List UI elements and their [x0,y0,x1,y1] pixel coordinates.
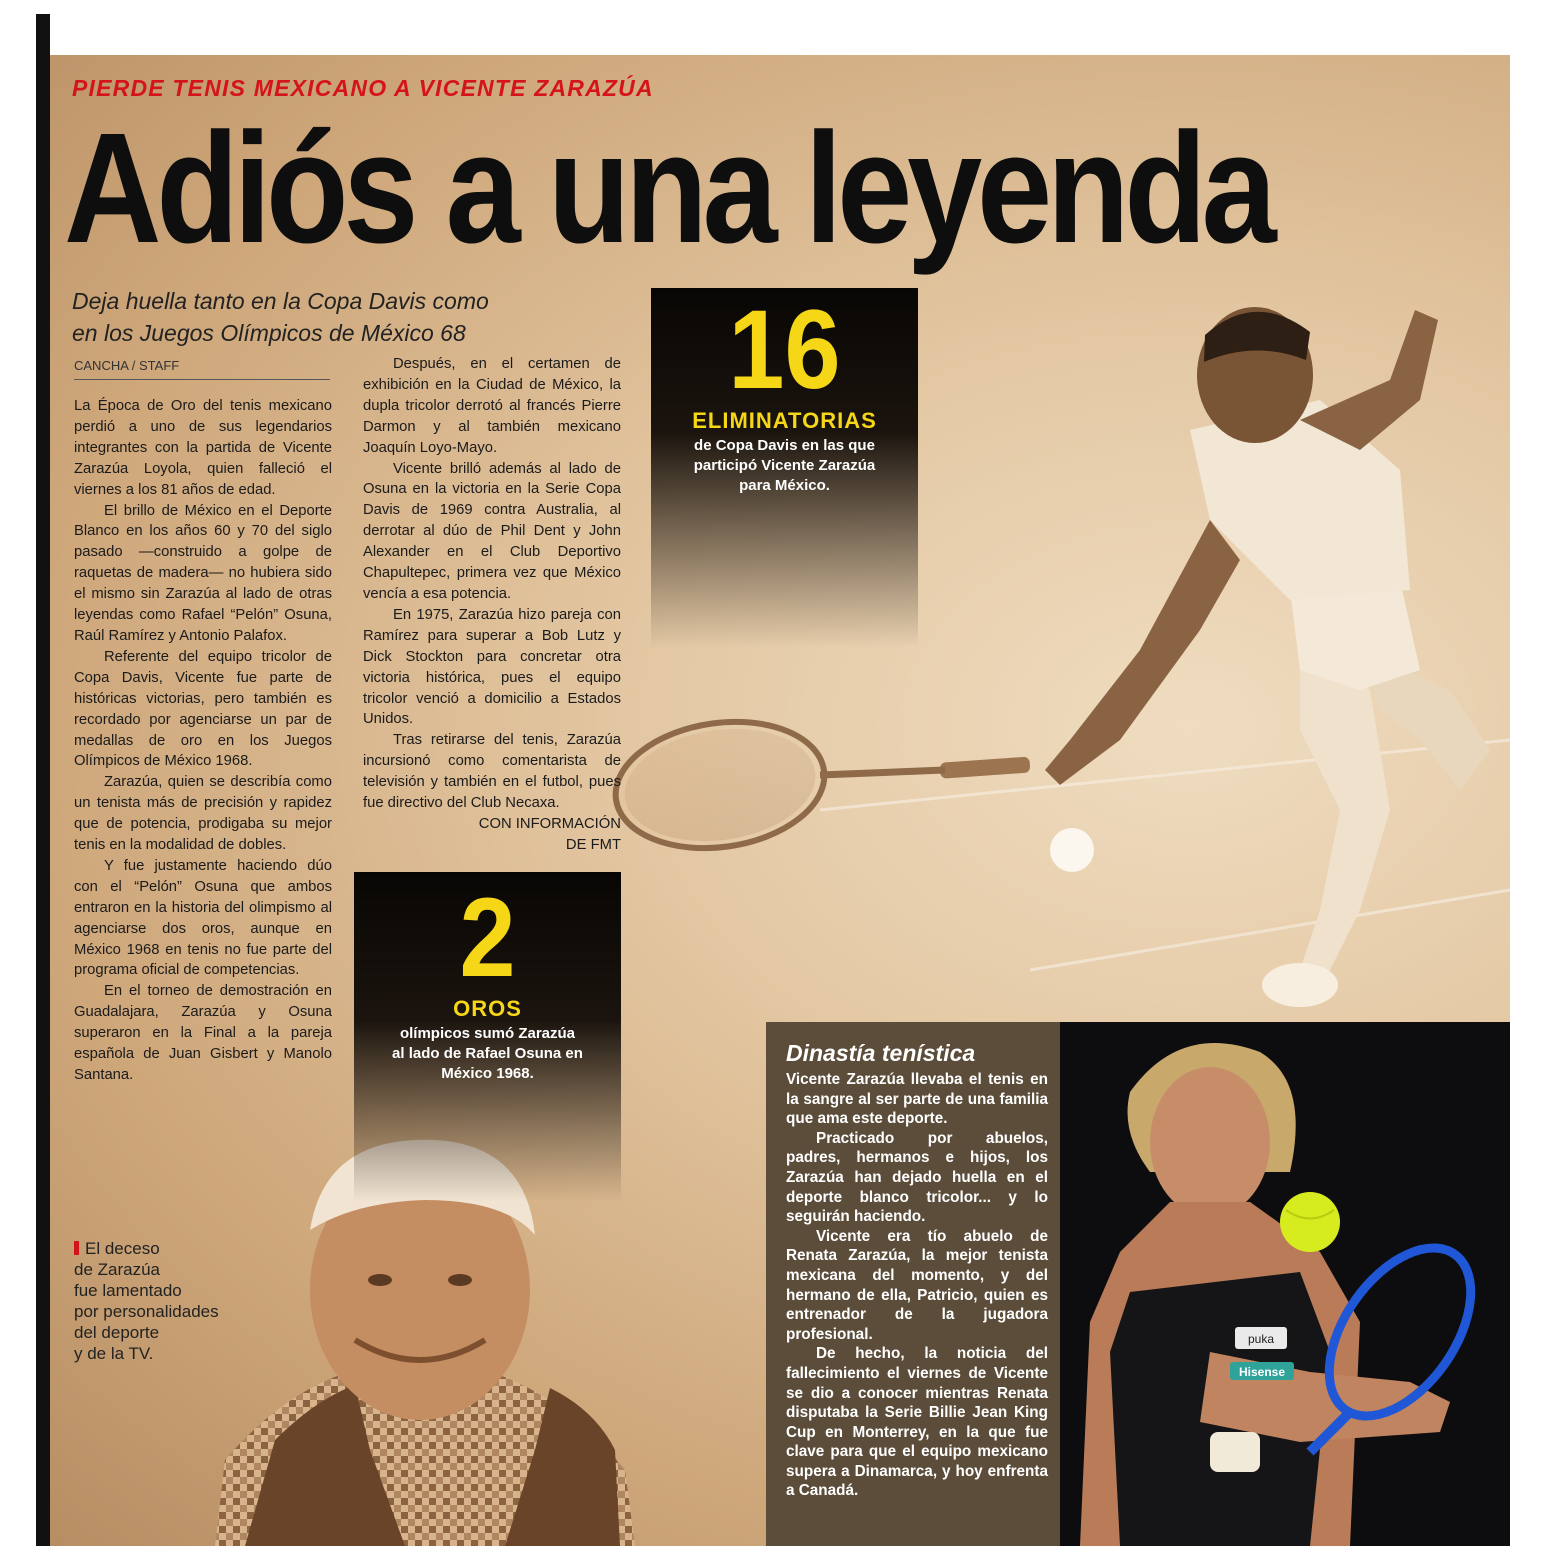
stat-number: 16 [728,287,841,412]
paragraph: En 1975, Zarazúa hizo pareja con Ramírez para superar a Bob Lutz y Dick Stockton para concretar otra victoria histórica, pues el equipo tricolor venció a domicilio a Estados Unidos. [363,606,621,728]
article-column-1 [74,396,332,1086]
stat-description-line: México 1968. [441,1065,534,1082]
caption-line: y de la TV. [74,1344,154,1363]
stat-label: OROS [453,996,522,1021]
logo-puka: puka [1247,1332,1275,1346]
deck [72,285,489,349]
stat-box-eliminatorias [651,288,918,648]
sidebar-title: Dinastía tenística [786,1040,976,1066]
paragraph: De hecho, la noticia del fallecimiento el viernes de Vicente se dio a conocer mientras Renata disputaba la Serie Billie Jean King Cup en Monterrey, en la que fue clave para que el equipo mexicano supera a Dinamarca, y hoy enfrenta a Canadá. [786,1345,1048,1500]
sidebar-body [786,1070,1048,1501]
caption-line: El deceso [85,1239,160,1258]
left-rule [36,14,50,1546]
paragraph: Vicente Zarazúa llevaba el tenis en la sangre al ser parte de una familia que ama este deporte. [786,1071,1048,1128]
caption-line: del deporte [74,1323,160,1342]
stat-description [651,436,918,496]
paragraph: El brillo de México en el Deporte Blanco en los años 60 y 70 del siglo pasado —construido a golpe de raquetas de madera— no hubiera sido el mismo sin Zarazúa al lado de otras leyendas como Rafael “Pelón” Osuna, Raúl Ramírez y Antonio Palafox. [74,502,332,644]
renata-photo [1060,1022,1510,1546]
paragraph: Vicente era tío abuelo de Renata Zarazúa, la mejor tenista mexicana del momento, y del hermano de ella, Patricio, quien es entrenador de la jugadora profesional. [786,1227,1048,1343]
headline: Adiós a una leyenda [64,101,1272,276]
stat-label: ELIMINATORIAS [692,408,877,433]
stat-description-line: olímpicos sumó Zarazúa [399,1025,576,1042]
paragraph: Después, en el certamen de exhibición en la Ciudad de México, la dupla tricolor derrotó al francés Pierre Darmon y al también mexicano Joaquín Loyo-Mayo. [363,356,621,456]
paragraph: La Época de Oro del tenis mexicano perdió a uno de sus legendarios integrantes con la partida de Vicente Zarazúa Loyola, quien falleció el viernes a los 81 años de edad. [74,398,332,498]
caption-line: de Zarazúa [74,1260,160,1279]
paragraph: Zarazúa, quien se describía como un tenista más de precisión y rapidez que de potencia, prodigaba su mejor tenis en la modalidad de dobles. [74,774,332,854]
deck-line: en los Juegos Olímpicos de México 68 [72,320,466,346]
stat-number: 2 [459,875,516,1000]
deck-line: Deja huella tanto en la Copa Davis como [72,288,489,314]
sidebar-box [766,1022,1510,1546]
paragraph: En el torneo de demostración en Guadalajara, Zarazúa y Osuna superaron en la Final a la pareja española de Juan Gisbert y Manolo Santana. [74,983,332,1083]
logo-hisense: Hisense [1238,1365,1286,1379]
stat-description-line: para México. [739,477,830,494]
paragraph: Referente del equipo tricolor de Copa Davis, Vicente fue parte de históricas victorias, pero también es recordado por agenciarse un par de medallas de oro en los Juegos Olímpicos de México 1968. [74,648,332,770]
credit-line: DE FMT [565,836,621,853]
caption-marker [74,1241,79,1255]
paragraph: Practicado por abuelos, padres, hermanos e hijos, los Zarazúa han dejado huella en el deporte blanco tricolor... y lo seguirán haciendo. [786,1129,1048,1226]
stat-description-line: participó Vicente Zarazúa [693,457,876,474]
kicker: PIERDE TENIS MEXICANO A VICENTE ZARAZÚA [72,75,654,101]
paragraph: Vicente brilló además al lado de Osuna en la victoria en la Serie Copa Davis de 1969 contra Australia, al derrotar al dúo de Phil Dent y John Alexander en el Club Deportivo Chapultepec, primera vez que México vencía a esa potencia. [363,460,621,602]
paragraph: Y fue justamente haciendo dúo con el “Pelón” Osuna que ambos entraron en la historia del olimpismo al agenciarse dos oros, aunque en México 1968 en tenis no fue parte del programa oficial de competencias. [74,857,332,979]
byline: CANCHA / STAFF [74,358,330,380]
stat-description-line: de Copa Davis en las que [694,437,875,454]
stat-description-line: al lado de Rafael Osuna en [392,1045,583,1062]
caption-line: por personalidades [74,1302,219,1321]
photo-caption [74,1238,219,1364]
stat-description [354,1024,621,1084]
article-column-2 [363,354,621,856]
stat-box-oros [354,872,621,1202]
caption-line: fue lamentado [74,1281,182,1300]
paragraph: Tras retirarse del tenis, Zarazúa incursionó como comentarista de televisión y también en el futbol, pues fue directivo del Club Necaxa. [363,732,621,812]
credit-line: CON INFORMACIÓN [478,815,621,832]
sidebar-text-panel [766,1022,1060,1546]
